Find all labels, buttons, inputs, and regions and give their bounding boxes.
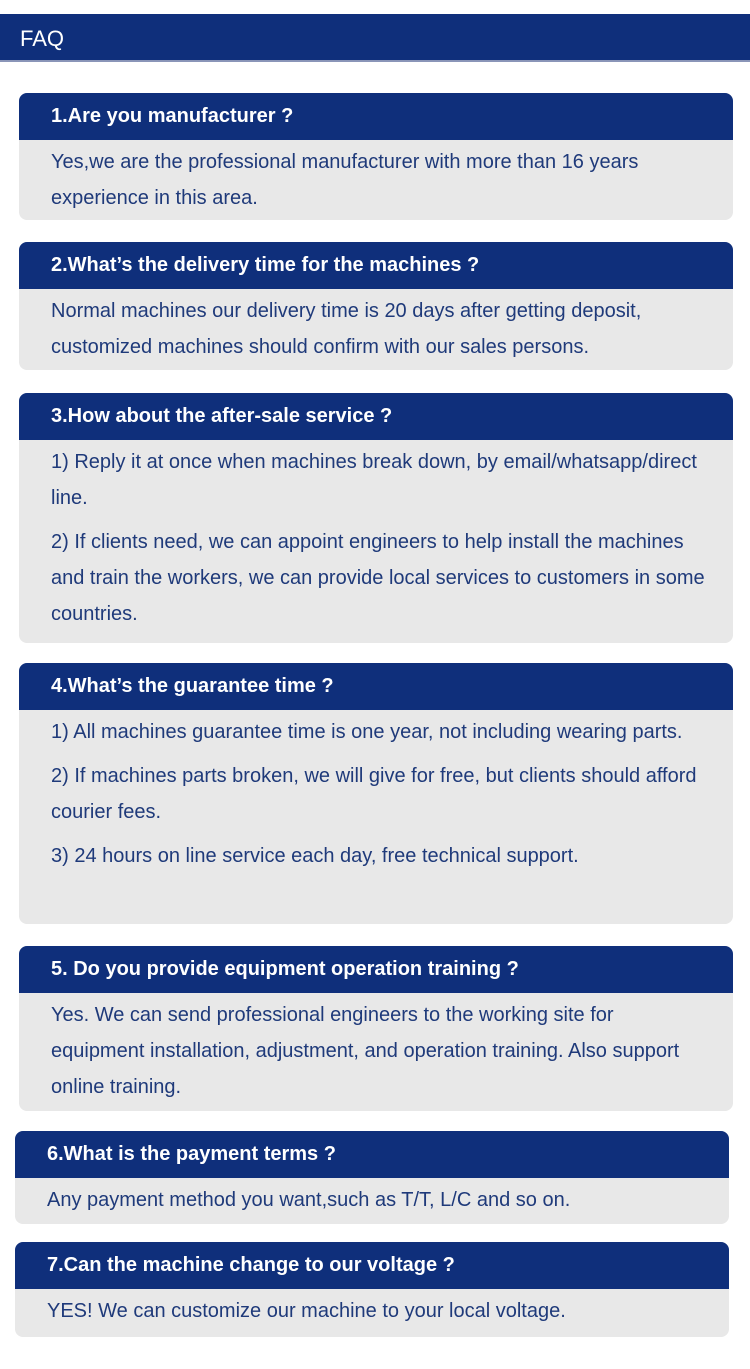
faq-answer: [19, 440, 733, 632]
faq-question: 5. Do you provide equipment operation training ?: [19, 946, 733, 993]
faq-answer: [15, 1178, 729, 1218]
faq-question: 6.What is the payment terms ?: [15, 1131, 729, 1178]
faq-answer-text: 2) If clients need, we can appoint engineers to help install the machines and train the workers, we can provide local services to customers in some countries.: [51, 531, 705, 625]
faq-question: 3.How about the after-sale service ?: [19, 393, 733, 440]
faq-answer-text: 2) If machines parts broken, we will give for free, but clients should afford courier fees.: [51, 765, 697, 823]
faq-item-guarantee-time: [19, 663, 733, 924]
faq-answer-text: Yes. We can send professional engineers to the working site for equipment installation, adjustment, and operation training. Also support online training.: [51, 1004, 680, 1098]
faq-header-bar: [0, 14, 750, 62]
faq-answer: [19, 710, 733, 874]
faq-question: 2.What’s the delivery time for the machines ?: [19, 242, 733, 289]
faq-answer: [19, 140, 733, 216]
faq-answer-text: Normal machines our delivery time is 20 days after getting deposit, customized machines should confirm with our sales persons.: [51, 300, 642, 358]
faq-question: 4.What’s the guarantee time ?: [19, 663, 733, 710]
faq-item-payment-terms: [15, 1131, 729, 1224]
faq-question: 1.Are you manufacturer ?: [19, 93, 733, 140]
faq-answer: [15, 1289, 729, 1329]
faq-item-delivery-time: [19, 242, 733, 370]
faq-answer-text: Yes,we are the professional manufacturer with more than 16 years experience in this area.: [51, 151, 639, 209]
faq-answer: [19, 993, 733, 1105]
faq-answer-text: Any payment method you want,such as T/T, L/C and so on.: [47, 1189, 571, 1211]
faq-answer-text: 1) Reply it at once when machines break down, by email/whatsapp/direct line.: [51, 451, 697, 509]
faq-answer-text: 1) All machines guarantee time is one year, not including wearing parts.: [51, 721, 683, 743]
faq-item-manufacturer: [19, 93, 733, 220]
faq-answer-text: 3) 24 hours on line service each day, free technical support.: [51, 845, 579, 867]
faq-item-voltage: [15, 1242, 729, 1337]
faq-item-operation-training: [19, 946, 733, 1111]
faq-item-after-sale-service: [19, 393, 733, 643]
faq-answer: [19, 289, 733, 365]
faq-answer-text: YES! We can customize our machine to your local voltage.: [47, 1300, 566, 1322]
faq-question: 7.Can the machine change to our voltage ?: [15, 1242, 729, 1289]
page-title: FAQ: [20, 26, 65, 51]
